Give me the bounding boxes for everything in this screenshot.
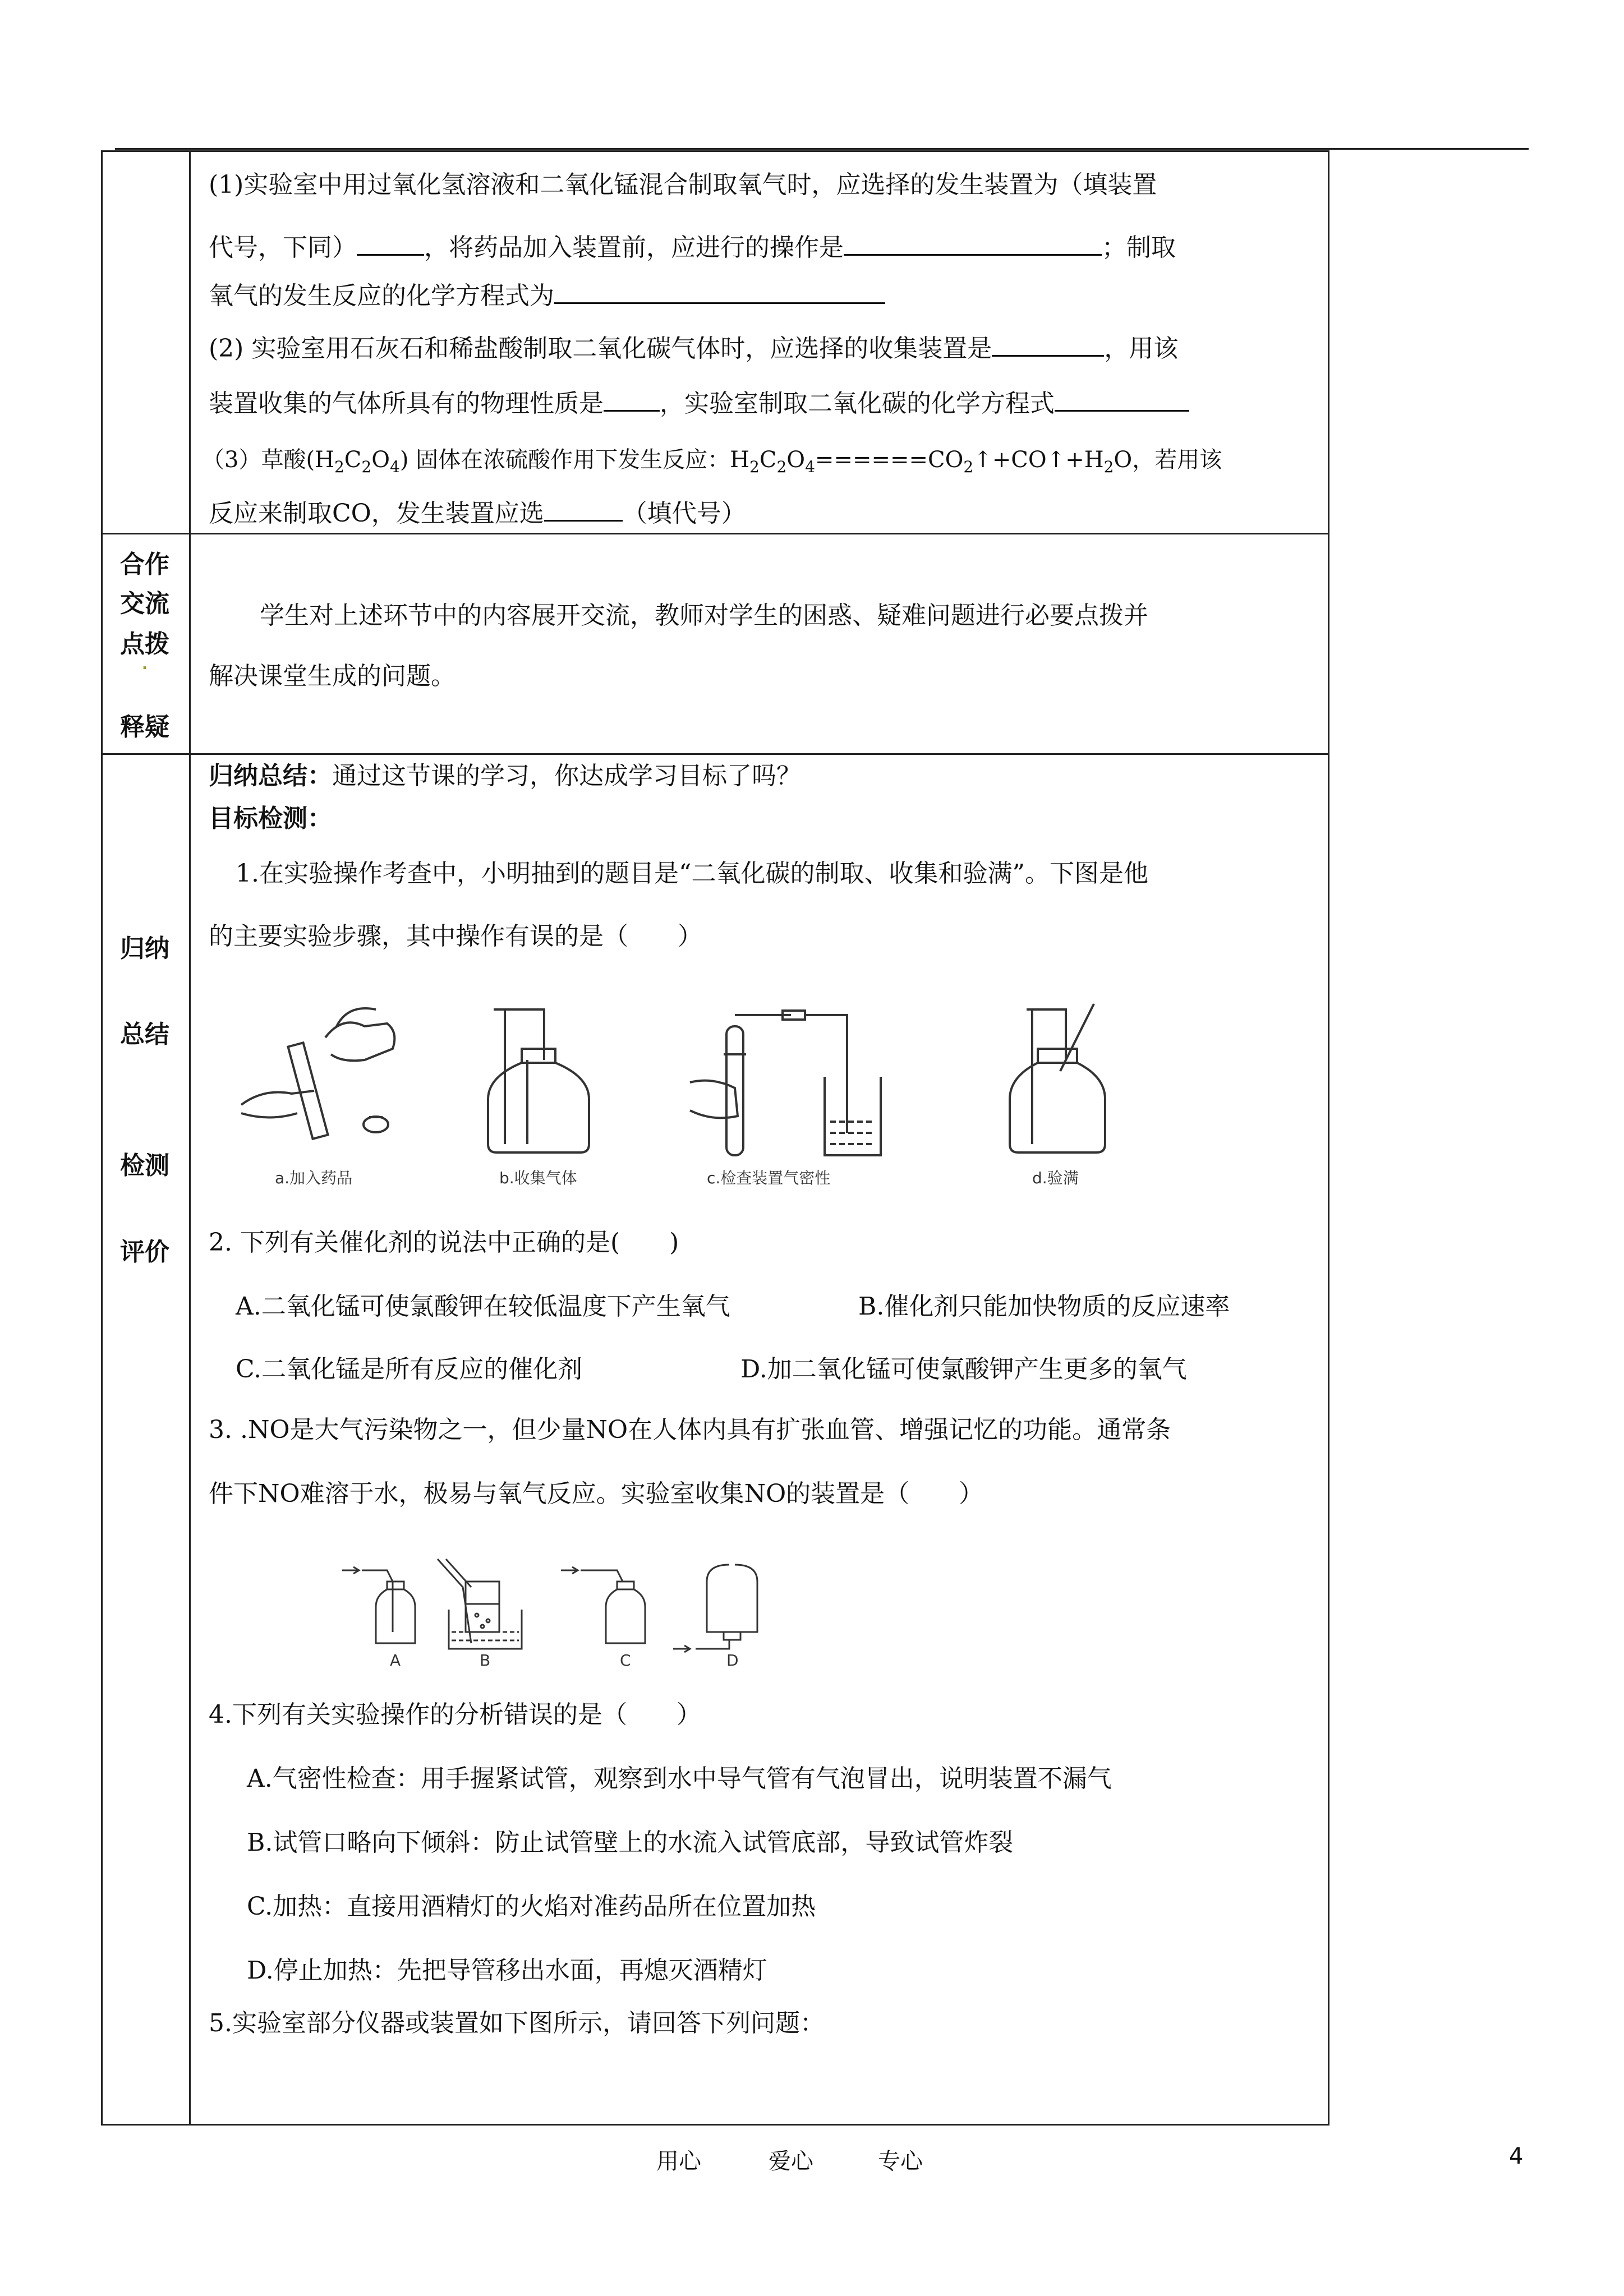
figure-1-apparatus (230, 993, 1128, 1195)
s3-target-heading: 目标检测： (209, 804, 332, 833)
fig2-caption-D: D (726, 1651, 739, 1670)
s3-summary (209, 759, 801, 793)
s1-q2-line1b: ，用该 (1104, 334, 1179, 363)
fig2-device-D (673, 1565, 757, 1652)
s1-q2-line1a: (2) 实验室用石灰石和稀盐酸制取二氧化碳气体时，应选择的收集装置是 (209, 334, 992, 363)
fig1-c-checking-airtightness (690, 1011, 881, 1155)
s2-label-4: 释疑 (120, 713, 169, 741)
s1-q2-line2 (209, 387, 1189, 421)
s3-q2-optB: B.催化剂只能加快物质的反应速率 (858, 1292, 1230, 1321)
q3-part: O，若用该 (1114, 447, 1222, 473)
fig2-device-A (342, 1567, 415, 1643)
subscript: 2 (334, 458, 344, 476)
s2-text-line1: 学生对上述环节中的内容展开交流，教师对学生的困惑、疑难问题进行必要点拨并 (260, 601, 1148, 630)
q3-part: （3）草酸(H (202, 447, 334, 473)
s1-q2-line2b: ，实验室制取二氧化碳的化学方程式 (660, 389, 1055, 418)
s3-q4-stem: 4.下列有关实验操作的分析错误的是（ ） (209, 1700, 701, 1729)
figure-2-collection-devices (337, 1548, 841, 1671)
s1-q1-line2 (209, 231, 1176, 265)
s3-q1-line1: 1.在实验操作考查中，小明抽到的题目是“二氧化碳的制取、收集和验满”。下图是他 (236, 859, 1148, 888)
answer-blank[interactable] (1055, 388, 1189, 412)
q3-part: O (786, 447, 806, 473)
fig1-caption-a: a.加入药品 (275, 1169, 353, 1187)
s3-q4-optB: B.试管口略向下倾斜：防止试管壁上的水流入试管底部，导致试管炸裂 (247, 1828, 1014, 1857)
s3-q5-stem: 5.实验室部分仪器或装置如下图所示，请回答下列问题： (209, 2009, 825, 2037)
subscript: 2 (776, 458, 787, 476)
s1-q3-line2b: （填代号） (622, 499, 746, 528)
fig2-device-C (561, 1567, 645, 1643)
s3-q4-optC: C.加热：直接用酒精灯的火焰对准药品所在位置加热 (247, 1892, 816, 1921)
s3-q3-line2: 件下NO难溶于水，极易与氧气反应。实验室收集NO的装置是（ ） (209, 1479, 984, 1508)
fig1-b-collecting-gas (488, 1009, 589, 1152)
footer-item-3: 专心 (878, 2149, 923, 2174)
s3-q2-optA: A.二氧化锰可使氯酸钾在较低温度下产生氧气 (236, 1292, 730, 1321)
s3-label-3: 检测 (120, 1151, 169, 1180)
s3-q4-optD: D.停止加热：先把导管移出水面，再熄灭酒精灯 (247, 1956, 767, 1985)
header-rule (115, 148, 1529, 150)
s1-q1-line3-text: 氧气的发生反应的化学方程式为 (209, 282, 554, 310)
s3-q1-line2: 的主要实验步骤，其中操作有误的是（ ） (209, 922, 702, 951)
fig2-caption-C: C (620, 1651, 631, 1670)
page-number: 4 (1509, 2143, 1524, 2169)
subscript: 4 (805, 458, 815, 476)
right-border (1328, 150, 1329, 2126)
fig2-caption-B: B (480, 1651, 491, 1670)
fig1-d-checking-full (1010, 1004, 1105, 1152)
answer-blank[interactable] (604, 388, 660, 412)
fig1-a-adding-reagent (241, 1008, 394, 1139)
s1-q1-line1: (1)实验室中用过氧化氢溶液和二氧化锰混合制取氧气时，应选择的发生装置为（填装置 (209, 170, 1157, 199)
s1-q1-line3 (209, 279, 885, 313)
summary-text: 通过这节课的学习，你达成学习目标了吗？ (332, 762, 801, 790)
answer-blank[interactable] (544, 497, 623, 522)
s3-label-4: 评价 (120, 1238, 169, 1266)
fig2-device-B (438, 1559, 522, 1649)
row-divider-2 (101, 753, 1329, 755)
s1-q3-line2a: 反应来制取CO，发生装置应选 (209, 499, 544, 528)
q3-part: O (371, 447, 390, 473)
s1-q1-line2b: ，将药品加入装置前，应进行的操作是 (424, 233, 844, 262)
q3-part: ======CO (815, 447, 964, 473)
answer-blank[interactable] (844, 232, 1102, 256)
s2-dot: . (142, 656, 148, 673)
answer-blank[interactable] (554, 280, 885, 304)
subscript: 2 (963, 458, 974, 476)
subscript: 2 (361, 458, 372, 476)
q3-part: ↑+CO↑+H (973, 447, 1104, 473)
subscript: 4 (390, 458, 400, 476)
s3-q4-optA: A.气密性检查：用手握紧试管，观察到水中导气管有气泡冒出，说明装置不漏气 (247, 1764, 1112, 1793)
fig1-caption-b: b.收集气体 (499, 1169, 577, 1187)
s1-q3-line2 (209, 497, 746, 531)
s1-q1-line2a: 代号，下同） (209, 233, 357, 262)
subscript: 2 (1103, 458, 1114, 476)
q3-part: C (759, 447, 777, 473)
summary-heading: 归纳总结： (209, 762, 332, 790)
s3-q2-optC: C.二氧化锰是所有反应的催化剂 (236, 1355, 583, 1384)
answer-blank[interactable] (357, 232, 424, 256)
s3-label-1: 归纳 (120, 934, 169, 963)
q3-part: C (344, 447, 362, 473)
s1-q1-line2c: ；制取 (1102, 233, 1176, 262)
s1-q2-line2a: 装置收集的气体所具有的物理性质是 (209, 389, 604, 418)
answer-blank[interactable] (992, 333, 1104, 357)
s3-q3-line1: 3. .NO是大气污染物之一，但少量NO在人体内具有扩张血管、增强记忆的功能。通常条 (209, 1416, 1171, 1444)
row-divider-1 (101, 533, 1329, 534)
s1-q3-line1 (202, 443, 1222, 484)
s2-text-line2: 解决课堂生成的问题。 (209, 662, 456, 690)
s2-label-3: 点拨 (120, 630, 169, 658)
q3-part: ) 固体在浓硫酸作用下发生反应：H (399, 447, 750, 473)
s3-q2-stem: 2. 下列有关催化剂的说法中正确的是( ) (209, 1228, 679, 1257)
subscript: 2 (749, 458, 760, 476)
fig1-caption-c: c.检查装置气密性 (707, 1169, 831, 1187)
s2-label-2: 交流 (120, 589, 169, 618)
footer-item-1: 用心 (656, 2149, 701, 2174)
s3-label-2: 总结 (120, 1020, 169, 1049)
s1-q2-line1 (209, 332, 1178, 366)
fig1-caption-d: d.验满 (1032, 1169, 1079, 1187)
column-divider (189, 150, 191, 2126)
s2-label-1: 合作 (120, 550, 169, 579)
s3-q2-optD: D.加二氧化锰可使氯酸钾产生更多的氧气 (740, 1355, 1187, 1384)
fig2-caption-A: A (390, 1651, 401, 1670)
footer-item-2: 爱心 (769, 2149, 813, 2174)
